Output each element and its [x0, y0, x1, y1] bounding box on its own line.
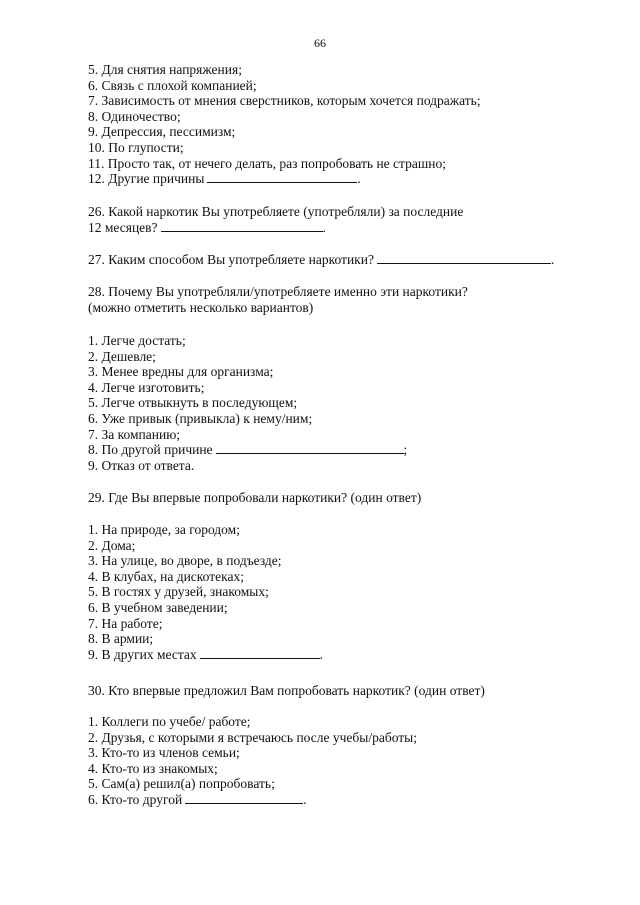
list-item: 4. В клубах, на дискотеках; — [88, 568, 244, 584]
answer-blank[interactable] — [216, 442, 404, 454]
question-text: 28. Почему Вы употребляли/употребляете именно эти наркотики? — [88, 284, 468, 299]
question-text: 26. Какой наркотик Вы употребляете (употребляли) за последние — [88, 204, 464, 219]
list-item: 1. На природе, за городом; — [88, 522, 240, 537]
list-item: 10. По глупости; — [88, 139, 184, 155]
punctuation: ; — [403, 442, 408, 458]
list-item: 7. На работе; — [88, 615, 163, 631]
list-item: 5. Легче отвыкнуть в последующем; — [88, 395, 298, 411]
punctuation: . — [357, 171, 361, 187]
list-item-label: 8. По другой причине — [88, 442, 213, 458]
punctuation: . — [322, 219, 326, 235]
list-item: 6. Уже привык (привыкла) к нему/ним; — [88, 410, 313, 426]
continued-options-list — [88, 62, 588, 187]
list-item: 1. Коллеги по учебе/ работе; — [88, 714, 251, 729]
list-item: 11. Просто так, от нечего делать, раз попробовать не страшно; — [88, 155, 446, 171]
list-item: 6. Связь с плохой компанией; — [88, 77, 257, 93]
answer-blank[interactable] — [161, 220, 323, 232]
question-text-cont — [88, 220, 588, 236]
list-item-label: 6. Кто-то другой — [88, 791, 183, 807]
list-item-other — [88, 647, 588, 663]
question-30 — [88, 683, 588, 699]
question-27 — [88, 252, 588, 268]
answer-blank[interactable] — [207, 171, 357, 183]
question-28-options — [88, 333, 588, 473]
question-29-options — [88, 522, 588, 662]
answer-blank[interactable] — [377, 252, 551, 264]
list-item: 1. Легче достать; — [88, 333, 186, 348]
list-item: 8. Одиночество; — [88, 108, 181, 124]
list-item: 9. Отказ от ответа. — [88, 457, 195, 473]
list-item: 3. Кто-то из членов семьи; — [88, 745, 240, 761]
answer-blank[interactable] — [185, 792, 303, 804]
list-item: 2. Дома; — [88, 537, 136, 553]
list-item-other — [88, 442, 588, 458]
punctuation: . — [319, 646, 324, 662]
list-item: 5. В гостях у друзей, знакомых; — [88, 584, 269, 600]
punctuation: . — [550, 252, 555, 267]
question-text: 29. Где Вы впервые попробовали наркотики? (один ответ) — [88, 490, 422, 505]
list-item: 2. Дешевле; — [88, 348, 156, 364]
list-item: 4. Легче изготовить; — [88, 379, 205, 395]
question-26 — [88, 204, 588, 235]
question-text: 12 месяцев? — [88, 219, 158, 235]
list-item: 3. Менее вредны для организма; — [88, 364, 274, 380]
list-item: 5. Для снятия напряжения; — [88, 62, 242, 77]
answer-blank[interactable] — [200, 647, 320, 659]
list-item: 6. В учебном заведении; — [88, 599, 228, 615]
page-number: 66 — [314, 36, 326, 50]
question-line — [88, 252, 588, 268]
list-item-other — [88, 792, 588, 808]
list-item: 3. На улице, во дворе, в подъезде; — [88, 553, 282, 569]
list-item: 5. Сам(а) решил(а) попробовать; — [88, 776, 275, 792]
question-text: 27. Каким способом Вы употребляете наркотики? — [88, 252, 374, 267]
list-item: 4. Кто-то из знакомых; — [88, 760, 218, 776]
list-item-label: 9. В других местах — [88, 646, 197, 662]
punctuation: . — [303, 791, 307, 807]
list-item: 2. Друзья, с которыми я встречаюсь после учебы/работы; — [88, 729, 417, 745]
list-item: 7. За компанию; — [88, 426, 181, 442]
list-item-other — [88, 171, 588, 187]
list-item: 7. Зависимость от мнения сверстников, которым хочется подражать; — [88, 93, 481, 109]
question-text: 30. Кто впервые предложил Вам попробовать наркотик? (один ответ) — [88, 683, 485, 698]
list-item: 8. В армии; — [88, 631, 154, 647]
list-item-label: 12. Другие причины — [88, 171, 205, 187]
question-28 — [88, 284, 588, 315]
question-30-options — [88, 714, 588, 808]
question-29 — [88, 490, 588, 506]
list-item: 9. Депрессия, пессимизм; — [88, 124, 236, 140]
question-note: (можно отметить несколько вариантов) — [88, 299, 314, 315]
